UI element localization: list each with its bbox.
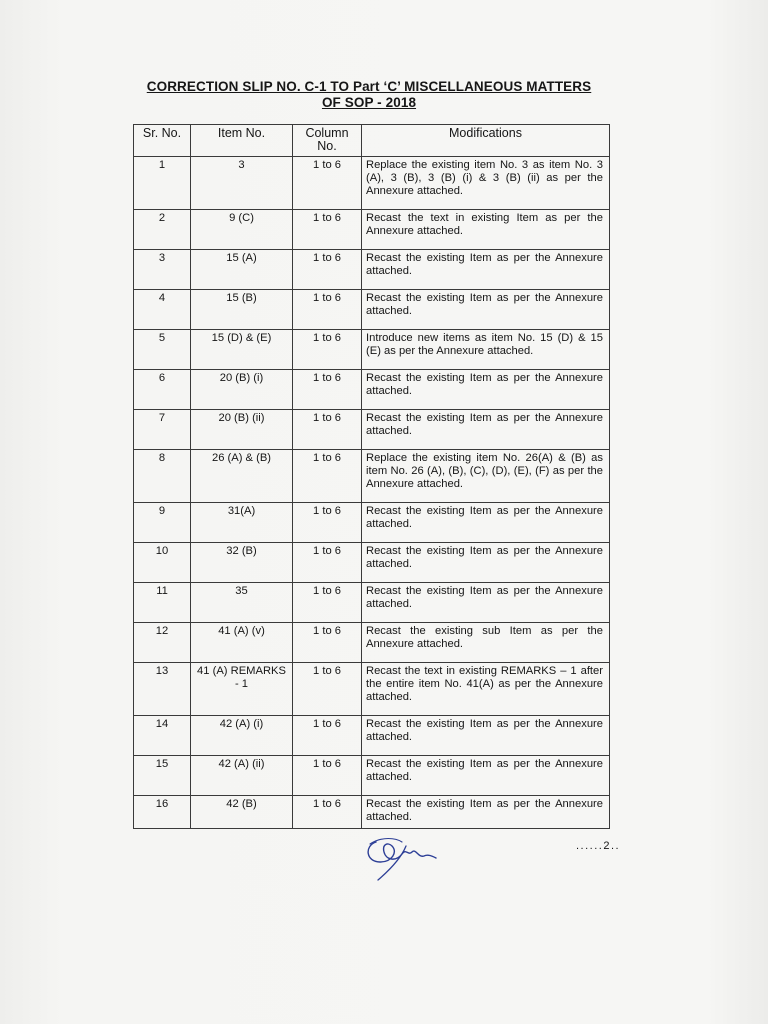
table-row	[134, 583, 610, 623]
table-row	[134, 250, 610, 290]
cell-modification: Recast the existing sub Item as per the Annexure attached.	[362, 623, 610, 663]
cell-item-no: 41 (A) (v)	[191, 623, 293, 663]
cell-item-no: 42 (A) (ii)	[191, 756, 293, 796]
cell-modification: Recast the existing Item as per the Annexure attached.	[362, 410, 610, 450]
table-row	[134, 543, 610, 583]
table-header-row	[134, 125, 610, 157]
table-row	[134, 450, 610, 503]
cell-modification: Recast the existing Item as per the Annexure attached.	[362, 796, 610, 829]
cell-column-no: 1 to 6	[293, 330, 362, 370]
cell-modification: Recast the existing Item as per the Annexure attached.	[362, 370, 610, 410]
cell-modification: Recast the text in existing Item as per the Annexure attached.	[362, 210, 610, 250]
table-row	[134, 503, 610, 543]
cell-sr-no: 1	[134, 157, 191, 210]
cell-sr-no: 16	[134, 796, 191, 829]
cell-sr-no: 2	[134, 210, 191, 250]
cell-column-no: 1 to 6	[293, 623, 362, 663]
cell-column-no: 1 to 6	[293, 663, 362, 716]
cell-item-no: 26 (A) & (B)	[191, 450, 293, 503]
cell-column-no: 1 to 6	[293, 410, 362, 450]
cell-column-no: 1 to 6	[293, 370, 362, 410]
cell-column-no: 1 to 6	[293, 250, 362, 290]
cell-sr-no: 3	[134, 250, 191, 290]
cell-modification: Recast the existing Item as per the Annexure attached.	[362, 583, 610, 623]
cell-modification: Recast the existing Item as per the Annexure attached.	[362, 290, 610, 330]
cell-column-no: 1 to 6	[293, 756, 362, 796]
table-row	[134, 410, 610, 450]
table-row	[134, 663, 610, 716]
cell-modification: Recast the existing Item as per the Annexure attached.	[362, 250, 610, 290]
cell-modification: Recast the existing Item as per the Annexure attached.	[362, 543, 610, 583]
cell-item-no: 35	[191, 583, 293, 623]
table-row	[134, 756, 610, 796]
cell-column-no: 1 to 6	[293, 796, 362, 829]
cell-item-no: 42 (A) (i)	[191, 716, 293, 756]
cell-item-no: 15 (B)	[191, 290, 293, 330]
cell-sr-no: 12	[134, 623, 191, 663]
header-item-no: Item No.	[191, 125, 293, 157]
page-continuation-marker: ......2..	[576, 840, 621, 852]
table-row	[134, 330, 610, 370]
cell-column-no: 1 to 6	[293, 290, 362, 330]
cell-item-no: 31(A)	[191, 503, 293, 543]
cell-item-no: 20 (B) (ii)	[191, 410, 293, 450]
cell-sr-no: 15	[134, 756, 191, 796]
cell-item-no: 41 (A) REMARKS - 1	[191, 663, 293, 716]
cell-modification: Replace the existing item No. 3 as item No. 3 (A), 3 (B), 3 (B) (i) & 3 (B) (ii) as per the Annexure attached.	[362, 157, 610, 210]
document-title-line-1: CORRECTION SLIP NO. C-1 TO Part ‘C’ MISCELLANEOUS MATTERS	[146, 79, 592, 94]
cell-item-no: 20 (B) (i)	[191, 370, 293, 410]
modifications-table	[133, 124, 610, 829]
cell-sr-no: 5	[134, 330, 191, 370]
header-modifications: Modifications	[362, 125, 610, 157]
cell-sr-no: 13	[134, 663, 191, 716]
cell-modification: Introduce new items as item No. 15 (D) & 15 (E) as per the Annexure attached.	[362, 330, 610, 370]
cell-modification: Recast the existing Item as per the Annexure attached.	[362, 503, 610, 543]
cell-sr-no: 14	[134, 716, 191, 756]
table-row	[134, 796, 610, 829]
cell-column-no: 1 to 6	[293, 157, 362, 210]
table-row	[134, 210, 610, 250]
cell-modification: Recast the existing Item as per the Annexure attached.	[362, 716, 610, 756]
cell-sr-no: 11	[134, 583, 191, 623]
cell-column-no: 1 to 6	[293, 503, 362, 543]
document-title-line-2: OF SOP - 2018	[321, 95, 417, 110]
cell-column-no: 1 to 6	[293, 716, 362, 756]
cell-item-no: 32 (B)	[191, 543, 293, 583]
cell-item-no: 15 (A)	[191, 250, 293, 290]
cell-column-no: 1 to 6	[293, 543, 362, 583]
cell-modification: Replace the existing item No. 26(A) & (B) as item No. 26 (A), (B), (C), (D), (E), (F) as per the Annexure attached.	[362, 450, 610, 503]
table-row	[134, 157, 610, 210]
table-row	[134, 716, 610, 756]
cell-sr-no: 9	[134, 503, 191, 543]
cell-item-no: 9 (C)	[191, 210, 293, 250]
cell-column-no: 1 to 6	[293, 450, 362, 503]
cell-sr-no: 6	[134, 370, 191, 410]
cell-modification: Recast the existing Item as per the Annexure attached.	[362, 756, 610, 796]
cell-sr-no: 10	[134, 543, 191, 583]
header-column-no: Column No.	[293, 125, 362, 157]
cell-modification: Recast the text in existing REMARKS – 1 after the entire item No. 41(A) as per the Annexure attached.	[362, 663, 610, 716]
table-row	[134, 290, 610, 330]
cell-item-no: 3	[191, 157, 293, 210]
cell-item-no: 42 (B)	[191, 796, 293, 829]
cell-sr-no: 7	[134, 410, 191, 450]
cell-column-no: 1 to 6	[293, 210, 362, 250]
cell-sr-no: 4	[134, 290, 191, 330]
table-row	[134, 623, 610, 663]
signature-image	[362, 832, 442, 888]
header-sr-no: Sr. No.	[134, 125, 191, 157]
cell-item-no: 15 (D) & (E)	[191, 330, 293, 370]
cell-sr-no: 8	[134, 450, 191, 503]
cell-column-no: 1 to 6	[293, 583, 362, 623]
table-row	[134, 370, 610, 410]
